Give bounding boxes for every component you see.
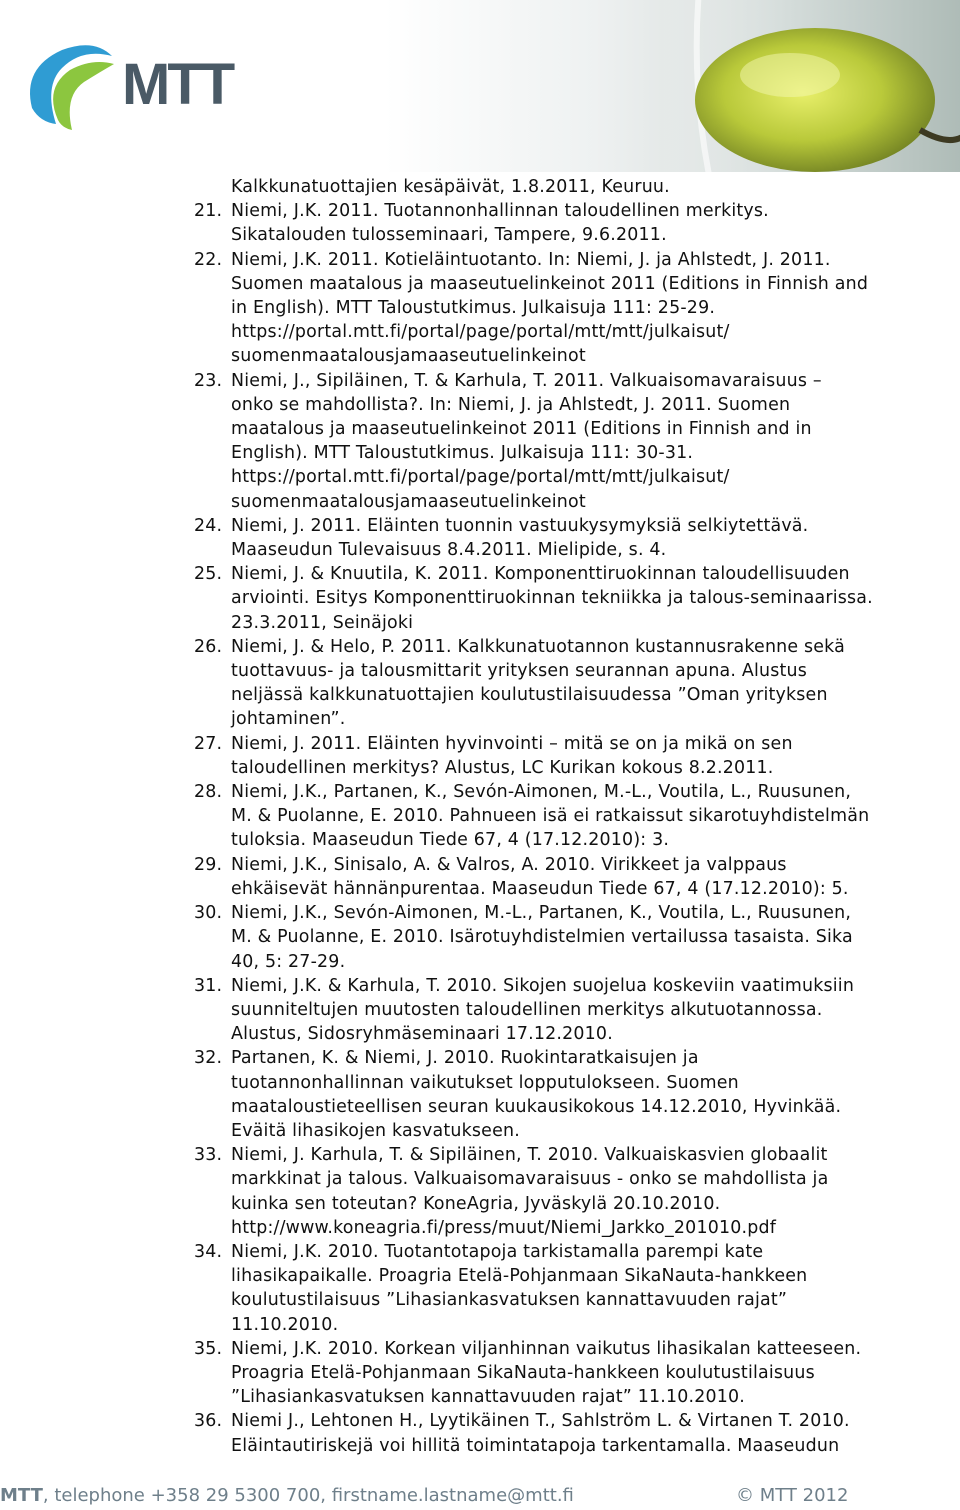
item-number: 31.	[194, 975, 223, 996]
list-item	[194, 1143, 960, 1240]
item-number: 33.	[194, 1145, 223, 1166]
footer-contact-text: , telephone +358 29 5300 700, firstname.lastname@mtt.fi	[42, 1485, 574, 1506]
mtt-logo-wordmark: MTT	[122, 52, 233, 117]
item-number: 24.	[194, 515, 223, 536]
list-item	[194, 369, 960, 514]
list-item	[194, 853, 960, 901]
item-number: 29.	[194, 854, 223, 875]
item-text: Niemi, J.K. 2010. Tuotantotapoja tarkistamalla parempi kate lihasikapaikalle. Proagria Etelä-Pohjanmaan SikaNauta-hankkeen koulutustilaisuus ”Lihasiankasvatuksen kannattavuuden rajat” 11.10.2010.	[231, 1241, 808, 1335]
item-text: Niemi, J. & Knuutila, K. 2011. Komponenttiruokinnan taloudellisuuden arviointi. Esitys Komponenttiruokinnan tekniikka ja talous-seminaarissa. 23.3.2011, Seinäjoki	[231, 564, 873, 633]
item-text: Niemi, J.K., Sevón-Aimonen, M.-L., Partanen, K., Voutila, L., Ruusunen, M. & Puolanne, E. 2010. Isärotuyhdistelmien vertailussa tasaista. Sika 40, 5: 27-29.	[231, 903, 853, 972]
pear-in-glass-image	[540, 0, 960, 172]
footer-copyright: © MTT 2012	[736, 1485, 849, 1506]
list-item	[194, 780, 960, 853]
list-item	[194, 199, 960, 247]
item-number: 22.	[194, 249, 223, 270]
item-text: Niemi, J.K. 2011. Kotieläintuotanto. In: Niemi, J. ja Ahlstedt, J. 2011. Suomen maatalous ja maaseutuelinkeinot 2011 (Editions in Finnish and in English). MTT Taloustutkimus. Julkaisuja 111: 25-29. https://portal.mtt.fi/portal/page/portal/mtt/mtt/julkaisut/ suomenmaatalousjamaaseutuelinkeinot	[231, 249, 869, 367]
page-footer	[0, 1485, 960, 1510]
item-number: 36.	[194, 1411, 223, 1432]
item-number: 27.	[194, 733, 223, 754]
mtt-logo-icon	[22, 38, 122, 138]
item-text: Niemi, J. 2011. Eläinten tuonnin vastuukysymyksiä selkiytettävä. Maaseudun Tulevaisuus 8.4.2011. Mielipide, s. 4.	[231, 515, 809, 561]
list-item	[194, 974, 960, 1047]
list-item	[194, 175, 960, 199]
item-text: Niemi, J.K., Partanen, K., Sevón-Aimonen, M.-L., Voutila, L., Ruusunen, M. & Puolanne, E. 2010. Pahnueen isä ei ratkaissut sikarotuyhdistelmän tuloksia. Maaseudun Tiede 67, 4 (17.12.2010): 3.	[231, 782, 870, 851]
item-text: Niemi, J.K. & Karhula, T. 2010. Sikojen suojelua koskeviin vaatimuksiin suunniteltujen muutosten taloudellinen merkitys alkutuotannossa. Alustus, Sidosryhmäseminaari 17.12.2010.	[231, 975, 855, 1045]
item-text: Partanen, K. & Niemi, J. 2010. Ruokintaratkaisujen ja tuotannonhallinnan vaikutukset lopputulokseen. Suomen maataloustieteellisen seuran kuukausikokous 14.12.2010, Hyvinkää. Eväitä lihasikojen kasvatukseen.	[231, 1048, 842, 1141]
list-item	[194, 1046, 960, 1143]
item-text: Niemi, J.K., Sinisalo, A. & Valros, A. 2010. Virikkeet ja valppaus ehkäisevät hännänpurentaa. Maaseudun Tiede 67, 4 (17.12.2010): 5.	[231, 854, 849, 899]
list-item	[194, 1409, 960, 1457]
item-text: Niemi, J., Sipiläinen, T. & Karhula, T. 2011. Valkuaisomavaraisuus – onko se mahdollista?. In: Niemi, J. ja Ahlstedt, J. 2011. Suomen maatalous ja maaseutuelinkeinot 2011 (Editions in Finnish and in English). MTT Taloustutkimus. Julkaisuja 111: 30-31. https://portal.mtt.fi/portal/page/portal/mtt/mtt/julkaisut/ suomenmaatalousjamaaseutuelinkeinot	[231, 370, 822, 512]
item-number: 28.	[194, 782, 223, 803]
item-number: 34.	[194, 1241, 223, 1262]
list-item	[194, 901, 960, 974]
footer-org: MTT	[0, 1485, 43, 1506]
item-number: 21.	[194, 201, 223, 222]
item-number: 23.	[194, 370, 223, 391]
list-item	[194, 562, 960, 635]
item-number: 35.	[194, 1338, 223, 1359]
item-number: 26.	[194, 636, 223, 657]
list-item	[194, 248, 960, 369]
reference-list	[194, 175, 960, 1458]
item-number: 30.	[194, 903, 223, 924]
list-item	[194, 732, 960, 780]
item-number: 32.	[194, 1048, 223, 1069]
item-text: Niemi J., Lehtonen H., Lyytikäinen T., Sahlström L. & Virtanen T. 2010. Eläintautiriskejä voi hillitä toimintatapoja tarkentamalla. Maaseudun	[231, 1411, 850, 1456]
item-text: Niemi, J.K. 2011. Tuotannonhallinnan taloudellinen merkitys. Sikatalouden tulosseminaari, Tampere, 9.6.2011.	[231, 201, 769, 246]
list-item	[194, 1240, 960, 1337]
footer-contact	[0, 1485, 574, 1506]
item-text: Niemi, J. Karhula, T. & Sipiläinen, T. 2010. Valkuaiskasvien globaalit markkinat ja talous. Valkuaisomavaraisuus - onko se mahdollista ja kuinka sen toteutan? KoneAgria, Jyväskylä 20.10.2010. http://www.koneagria.fi/press/muut/Niemi_Jarkko_201010.pdf	[231, 1145, 829, 1238]
list-item	[194, 1337, 960, 1410]
list-item	[194, 635, 960, 732]
item-text: Kalkkunatuottajien kesäpäivät, 1.8.2011, Keuruu.	[231, 177, 670, 197]
item-text: Niemi, J. 2011. Eläinten hyvinvointi – mitä se on ja mikä on sen taloudellinen merkitys? Alustus, LC Kurikan kokous 8.2.2011.	[231, 733, 793, 778]
item-number: 25.	[194, 564, 223, 585]
item-text: Niemi, J.K. 2010. Korkean viljanhinnan vaikutus lihasikalan katteeseen. Proagria Etelä-Pohjanmaan SikaNauta-hankkeen koulutustilaisuus ”Lihasiankasvatuksen kannattavuuden rajat” 11.10.2010.	[231, 1338, 862, 1408]
item-text: Niemi, J. & Helo, P. 2011. Kalkkunatuotannon kustannusrakenne sekä tuottavuus- ja talousmittarit yrityksen seurannan apuna. Alustus neljässä kalkkunatuottajien koulutustilaisuudessa ”Oman yrityksen johtaminen”.	[231, 636, 846, 730]
header-banner	[0, 0, 960, 172]
list-item	[194, 514, 960, 562]
